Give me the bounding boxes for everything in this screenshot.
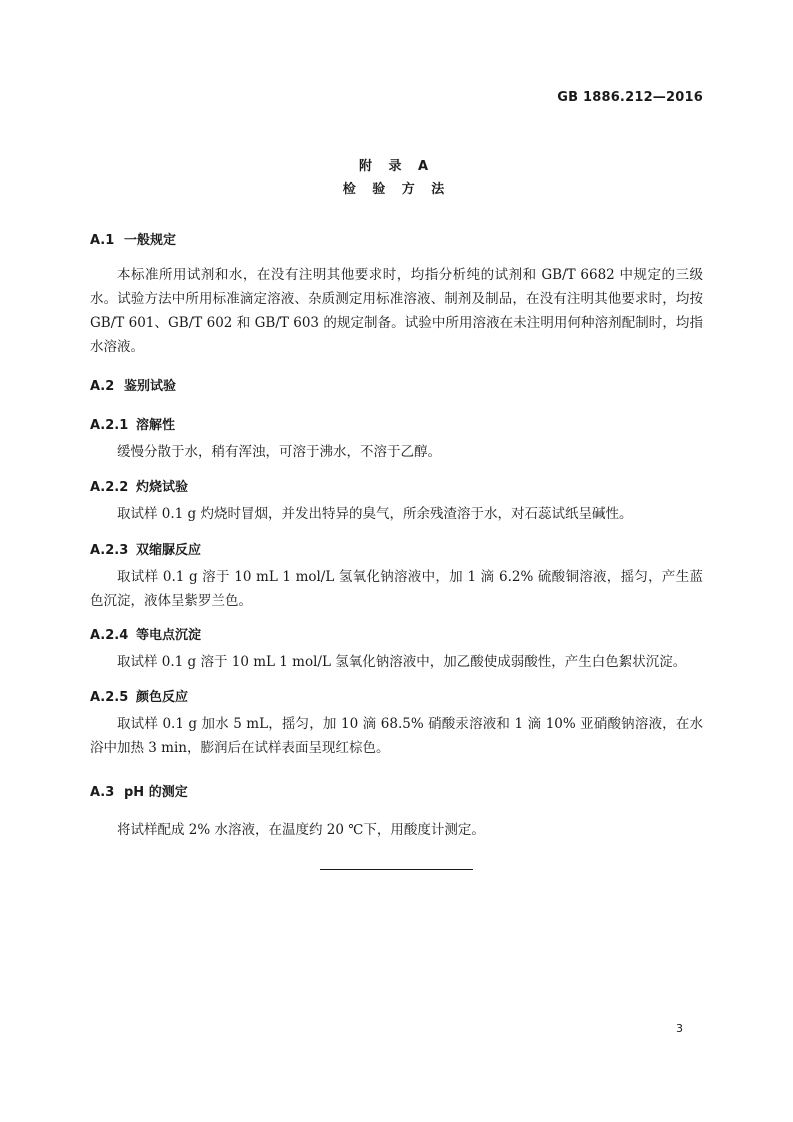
section-a1-heading	[90, 229, 176, 248]
section-a21-heading	[90, 414, 175, 433]
section-a22-paragraph: 取试样 0.1 g 灼烧时冒烟，并发出特异的臭气，所余残渣溶于水，对石蕊试纸呈碱性。	[117, 506, 633, 522]
section-a24-number: A.2.4	[90, 628, 129, 643]
appendix-label: 附 录 A	[358, 159, 435, 174]
section-a24-title: 等电点沉淀	[136, 628, 202, 643]
section-a24-paragraph: 取试样 0.1 g 溶于 10 mL 1 mol/L 氢氧化钠溶液中，加乙酸使成弱酸性，产生白色絮状沉淀。	[117, 654, 687, 670]
section-a23-heading	[90, 539, 201, 558]
section-a25-heading	[90, 686, 188, 705]
section-a21-paragraph: 缓慢分散于水，稍有浑浊，可溶于沸水，不溶于乙醇。	[117, 444, 441, 460]
standard-code: GB 1886.212—2016	[557, 90, 703, 105]
section-a22-title: 灼烧试验	[136, 480, 189, 495]
end-rule	[320, 869, 473, 870]
section-a23-number: A.2.3	[90, 543, 129, 558]
section-a22-number: A.2.2	[90, 480, 129, 495]
section-a3-paragraph: 将试样配成 2% 水溶液，在温度约 20 ℃下，用酸度计测定。	[117, 822, 485, 838]
section-a1-title: 一般规定	[124, 233, 177, 248]
section-a23-title: 双缩脲反应	[136, 543, 202, 558]
section-a2-heading	[90, 375, 176, 394]
section-a25-number: A.2.5	[90, 690, 129, 705]
section-a22-heading	[90, 476, 188, 495]
section-a2-number: A.2	[90, 379, 115, 394]
section-a3-heading	[90, 781, 188, 800]
section-a25-paragraph: 取试样 0.1 g 加水 5 mL，摇匀，加 10 滴 68.5% 硝酸汞溶液和 1 滴 10% 亚硝酸钠溶液，在水浴中加热 3 min，膨润后在试样表面呈现红棕色。	[90, 716, 703, 756]
page-number: 3	[676, 1022, 683, 1035]
section-a2-title: 鉴别试验	[124, 379, 177, 394]
section-a25-title: 颜色反应	[136, 690, 189, 705]
appendix-title: 检 验 方 法	[342, 182, 451, 197]
section-a21-number: A.2.1	[90, 418, 129, 433]
section-a1-paragraph: 本标准所用试剂和水，在没有注明其他要求时，均指分析纯的试剂和 GB/T 6682 中规定的三级水。试验方法中所用标准滴定溶液、杂质测定用标准溶液、制剂及制品，在没有注明其他要求时，均按 GB/T 601、GB/T 602 和 GB/T 603 的规定制备。试验中所用溶液在未注明用何种溶剂配制时，均指水溶液。	[90, 267, 703, 355]
section-a1-number: A.1	[90, 233, 115, 248]
section-a21-title: 溶解性	[136, 418, 176, 433]
section-a23-paragraph: 取试样 0.1 g 溶于 10 mL 1 mol/L 氢氧化钠溶液中，加 1 滴 6.2% 硫酸铜溶液，摇匀，产生蓝色沉淀，液体呈紫罗兰色。	[90, 569, 703, 609]
section-a3-title: pH 的测定	[124, 785, 188, 800]
section-a3-number: A.3	[90, 785, 115, 800]
section-a24-heading	[90, 624, 201, 643]
